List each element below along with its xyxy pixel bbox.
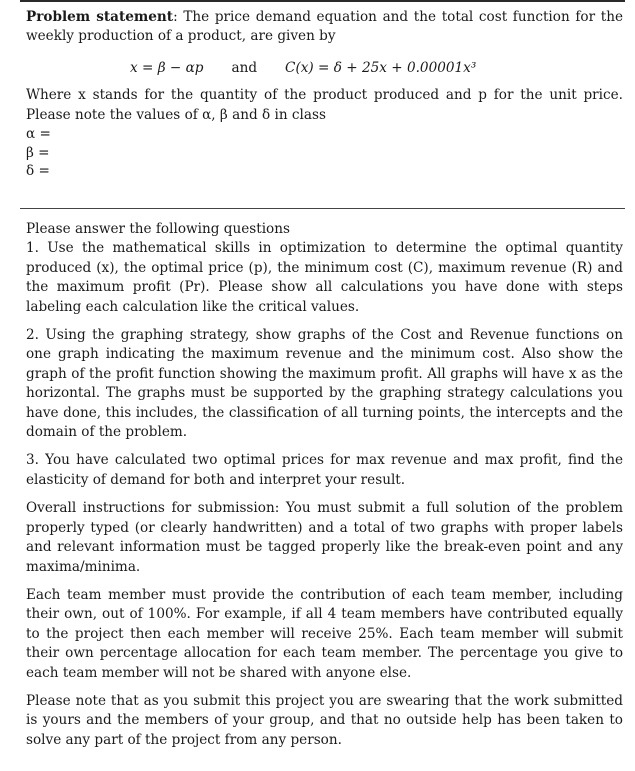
cost-function-equation: C(x) = δ + 25x + 0.00001x³ bbox=[285, 59, 477, 76]
questions-intro: Please answer the following questions bbox=[26, 221, 290, 237]
demand-equation: x = β − αp bbox=[130, 59, 204, 76]
beta-value: β = bbox=[26, 144, 50, 161]
problem-heading: Problem statement bbox=[26, 9, 174, 25]
variable-list bbox=[26, 125, 623, 181]
where-text: Where x stands for the quantity of the product produced and p for the unit price. Please note the values of α, β and δ in class bbox=[26, 87, 623, 123]
equation-line bbox=[26, 59, 623, 78]
question-3: 3. You have calculated two optimal prices for max revenue and max profit, find the elasticity of demand for both and interpret your result. bbox=[26, 452, 623, 488]
problem-intro-text: : The price demand equation and the total cost function for the weekly production of a product, are given by bbox=[26, 9, 623, 45]
question-2: 2. Using the graphing strategy, show graphs of the Cost and Revenue functions on one graph indicating the maximum revenue and the minimum cost. Also show the graph of the profit function showing the maximum profit. All graphs will have x as the horizontal. The graphs must be supported by the graphing strategy calculations you have done, this includes, the classification of all turning points, the intercepts and the domain of the problem. bbox=[26, 327, 623, 441]
alpha-value: α = bbox=[26, 126, 51, 143]
section-divider bbox=[20, 208, 625, 209]
equation-connector: and bbox=[231, 59, 258, 76]
problem-statement-section bbox=[26, 8, 623, 181]
problem-intro bbox=[26, 8, 623, 47]
top-divider bbox=[20, 0, 625, 2]
honesty-note: Please note that as you submit this project you are swearing that the work submitted is yours and the members of your group, and that no outside help has been taken to solve any part of the project from any person. bbox=[26, 692, 623, 748]
questions-section bbox=[26, 220, 623, 750]
delta-value: δ = bbox=[26, 163, 50, 180]
question-1: 1. Use the mathematical skills in optimization to determine the optimal quantity produced (x), the optimal price (p), the minimum cost (C), maximum revenue (R) and the maximum profit (Pr). Please show all calculations you have done with steps labeling each calculation like the critical values. bbox=[26, 240, 623, 315]
submission-instructions: Overall instructions for submission: You must submit a full solution of the problem properly typed (or clearly handwritten) and a total of two graphs with proper labels and relevant information must be tagged properly like the break-even point and any maxima/minima. bbox=[26, 500, 623, 575]
team-contribution-instructions: Each team member must provide the contribution of each team member, including their own, out of 100%. For example, if all 4 team members have contributed equally to the project then each member will receive 25%. Each team member will submit their own percentage allocation for each team member. The percentage you give to each team member will not be shared with anyone else. bbox=[26, 586, 623, 681]
